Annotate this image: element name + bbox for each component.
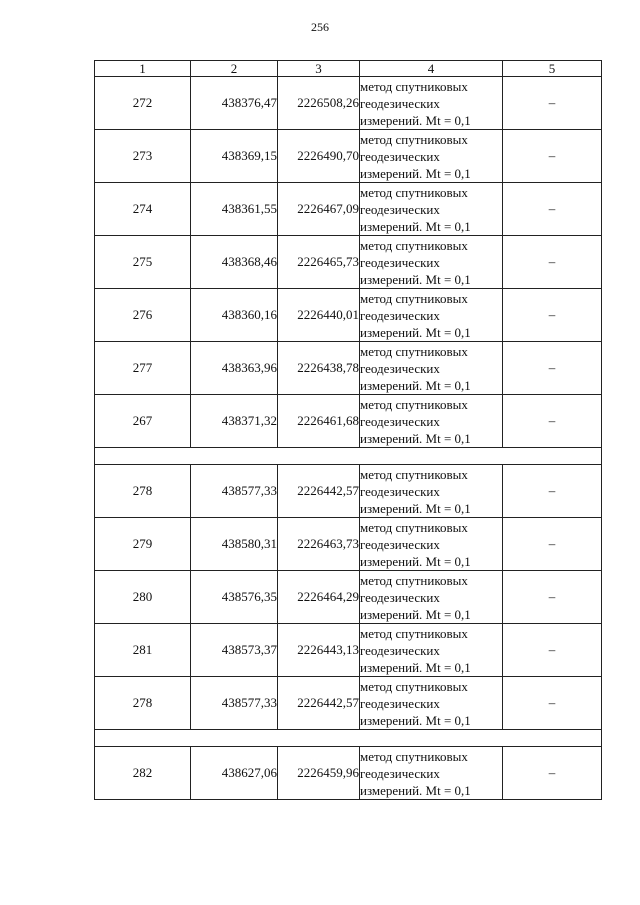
method-line: измерений. Mt = 0,1 bbox=[360, 500, 471, 516]
coord-y: 2226461,68 bbox=[278, 395, 360, 448]
table-row bbox=[95, 289, 602, 342]
table-row bbox=[95, 342, 602, 395]
point-number: 282 bbox=[95, 747, 191, 800]
method-line: метод спутниковых bbox=[360, 748, 468, 764]
point-number: 280 bbox=[95, 571, 191, 624]
point-number: 281 bbox=[95, 624, 191, 677]
separator-row bbox=[95, 448, 602, 465]
extra-cell: – bbox=[503, 677, 602, 730]
point-number: 273 bbox=[95, 130, 191, 183]
method-line: геодезических bbox=[360, 642, 440, 658]
point-number: 277 bbox=[95, 342, 191, 395]
table-row bbox=[95, 465, 602, 518]
point-number: 278 bbox=[95, 677, 191, 730]
method-line: измерений. Mt = 0,1 bbox=[360, 112, 471, 128]
table-row bbox=[95, 624, 602, 677]
coord-y: 2226440,01 bbox=[278, 289, 360, 342]
table-row bbox=[95, 747, 602, 800]
coord-x: 438360,16 bbox=[191, 289, 278, 342]
table-row bbox=[95, 518, 602, 571]
coord-x: 438371,32 bbox=[191, 395, 278, 448]
method-line: геодезических bbox=[360, 254, 440, 270]
point-number: 278 bbox=[95, 465, 191, 518]
separator-cell bbox=[95, 730, 602, 747]
method-cell bbox=[360, 465, 503, 518]
method-line: геодезических bbox=[360, 360, 440, 376]
method-line: метод спутниковых bbox=[360, 519, 468, 535]
coord-x: 438577,33 bbox=[191, 465, 278, 518]
method-line: метод спутниковых bbox=[360, 396, 468, 412]
method-line: измерений. Mt = 0,1 bbox=[360, 324, 471, 340]
method-line: измерений. Mt = 0,1 bbox=[360, 606, 471, 622]
coord-x: 438368,46 bbox=[191, 236, 278, 289]
method-line: метод спутниковых bbox=[360, 237, 468, 253]
header-row bbox=[95, 61, 602, 77]
coord-x: 438363,96 bbox=[191, 342, 278, 395]
method-line: метод спутниковых bbox=[360, 343, 468, 359]
coord-x: 438576,35 bbox=[191, 571, 278, 624]
coord-y: 2226467,09 bbox=[278, 183, 360, 236]
method-line: измерений. Mt = 0,1 bbox=[360, 165, 471, 181]
method-line: метод спутниковых bbox=[360, 572, 468, 588]
table-row bbox=[95, 236, 602, 289]
extra-cell: – bbox=[503, 624, 602, 677]
header-col-5: 5 bbox=[503, 61, 602, 77]
point-number: 274 bbox=[95, 183, 191, 236]
coordinates-table bbox=[94, 60, 602, 800]
method-line: метод спутниковых bbox=[360, 466, 468, 482]
method-cell bbox=[360, 289, 503, 342]
extra-cell: – bbox=[503, 747, 602, 800]
extra-cell: – bbox=[503, 77, 602, 130]
coord-y: 2226459,96 bbox=[278, 747, 360, 800]
method-line: метод спутниковых bbox=[360, 290, 468, 306]
method-line: метод спутниковых bbox=[360, 131, 468, 147]
header-col-3: 3 bbox=[278, 61, 360, 77]
table-body bbox=[95, 77, 602, 800]
extra-cell: – bbox=[503, 130, 602, 183]
point-number: 267 bbox=[95, 395, 191, 448]
method-line: метод спутниковых bbox=[360, 78, 468, 94]
method-line: метод спутниковых bbox=[360, 625, 468, 641]
coord-y: 2226443,13 bbox=[278, 624, 360, 677]
coord-y: 2226442,57 bbox=[278, 465, 360, 518]
method-line: измерений. Mt = 0,1 bbox=[360, 271, 471, 287]
table-row bbox=[95, 571, 602, 624]
extra-cell: – bbox=[503, 236, 602, 289]
separator-row bbox=[95, 730, 602, 747]
extra-cell: – bbox=[503, 571, 602, 624]
method-line: измерений. Mt = 0,1 bbox=[360, 712, 471, 728]
method-cell bbox=[360, 677, 503, 730]
table-row bbox=[95, 130, 602, 183]
coord-y: 2226465,73 bbox=[278, 236, 360, 289]
method-cell bbox=[360, 130, 503, 183]
method-line: геодезических bbox=[360, 765, 440, 781]
extra-cell: – bbox=[503, 342, 602, 395]
point-number: 279 bbox=[95, 518, 191, 571]
header-col-1: 1 bbox=[95, 61, 191, 77]
coord-x: 438627,06 bbox=[191, 747, 278, 800]
point-number: 276 bbox=[95, 289, 191, 342]
header-col-4: 4 bbox=[360, 61, 503, 77]
method-line: измерений. Mt = 0,1 bbox=[360, 659, 471, 675]
coord-y: 2226490,70 bbox=[278, 130, 360, 183]
coord-y: 2226508,26 bbox=[278, 77, 360, 130]
coord-y: 2226463,73 bbox=[278, 518, 360, 571]
page-number: 256 bbox=[311, 20, 329, 34]
method-line: измерений. Mt = 0,1 bbox=[360, 553, 471, 569]
coord-x: 438361,55 bbox=[191, 183, 278, 236]
extra-cell: – bbox=[503, 183, 602, 236]
method-line: геодезических bbox=[360, 148, 440, 164]
method-line: геодезических bbox=[360, 413, 440, 429]
coord-x: 438369,15 bbox=[191, 130, 278, 183]
method-line: метод спутниковых bbox=[360, 184, 468, 200]
point-number: 275 bbox=[95, 236, 191, 289]
method-line: измерений. Mt = 0,1 bbox=[360, 782, 471, 798]
method-cell bbox=[360, 77, 503, 130]
method-line: геодезических bbox=[360, 201, 440, 217]
method-cell bbox=[360, 183, 503, 236]
method-line: измерений. Mt = 0,1 bbox=[360, 377, 471, 393]
method-cell bbox=[360, 395, 503, 448]
extra-cell: – bbox=[503, 289, 602, 342]
method-cell bbox=[360, 342, 503, 395]
method-cell bbox=[360, 571, 503, 624]
coord-x: 438573,37 bbox=[191, 624, 278, 677]
extra-cell: – bbox=[503, 395, 602, 448]
table-row bbox=[95, 183, 602, 236]
coord-y: 2226438,78 bbox=[278, 342, 360, 395]
method-line: геодезических bbox=[360, 95, 440, 111]
method-cell bbox=[360, 236, 503, 289]
coord-x: 438577,33 bbox=[191, 677, 278, 730]
method-cell bbox=[360, 518, 503, 571]
table-row bbox=[95, 395, 602, 448]
coord-y: 2226442,57 bbox=[278, 677, 360, 730]
method-line: измерений. Mt = 0,1 bbox=[360, 218, 471, 234]
method-line: геодезических bbox=[360, 536, 440, 552]
table-row bbox=[95, 77, 602, 130]
separator-cell bbox=[95, 448, 602, 465]
method-line: метод спутниковых bbox=[360, 678, 468, 694]
method-line: геодезических bbox=[360, 695, 440, 711]
extra-cell: – bbox=[503, 518, 602, 571]
coord-x: 438580,31 bbox=[191, 518, 278, 571]
point-number: 272 bbox=[95, 77, 191, 130]
method-line: геодезических bbox=[360, 589, 440, 605]
extra-cell: – bbox=[503, 465, 602, 518]
method-line: геодезических bbox=[360, 483, 440, 499]
header-col-2: 2 bbox=[191, 61, 278, 77]
method-cell bbox=[360, 747, 503, 800]
coord-x: 438376,47 bbox=[191, 77, 278, 130]
coord-y: 2226464,29 bbox=[278, 571, 360, 624]
method-line: геодезических bbox=[360, 307, 440, 323]
method-cell bbox=[360, 624, 503, 677]
method-line: измерений. Mt = 0,1 bbox=[360, 430, 471, 446]
table-row bbox=[95, 677, 602, 730]
